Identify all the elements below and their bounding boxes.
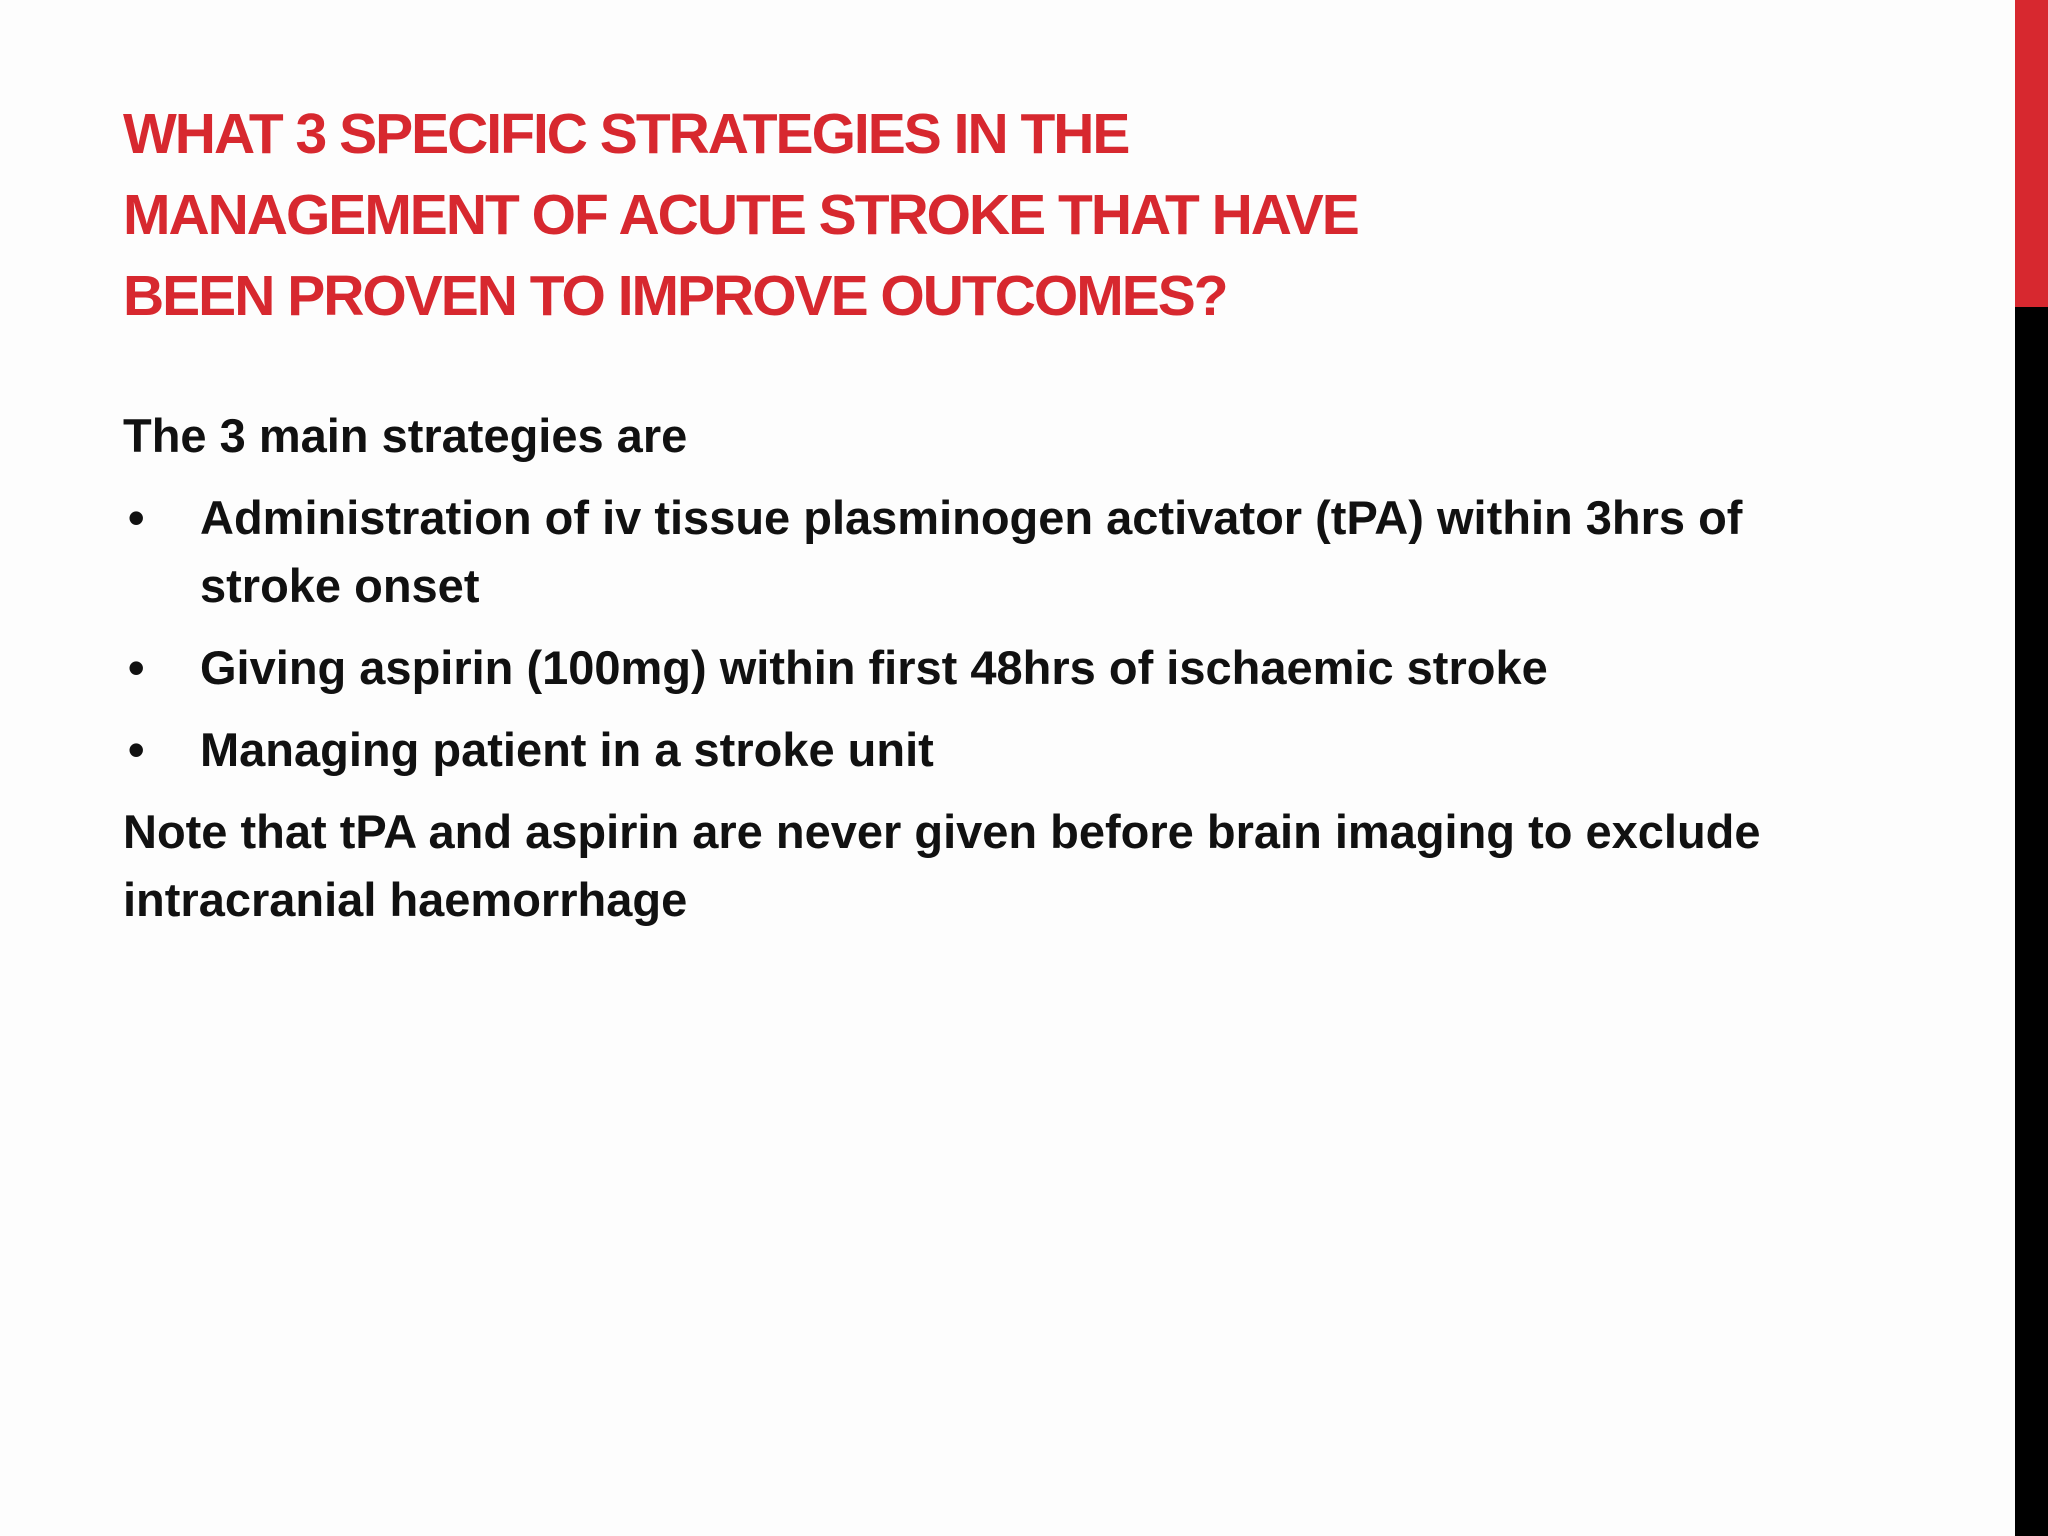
accent-bar xyxy=(2015,0,2048,1536)
title-line: BEEN PROVEN TO IMPROVE OUTCOMES? xyxy=(123,264,1227,328)
intro-text: The 3 main strategies are xyxy=(123,409,688,462)
strategy-list xyxy=(123,484,1823,784)
list-item xyxy=(123,716,1823,784)
list-item-text: Managing patient in a stroke unit xyxy=(200,723,934,776)
title-line: WHAT 3 SPECIFIC STRATEGIES IN THE xyxy=(123,102,1129,166)
bullet-icon: • xyxy=(128,641,145,694)
slide-title xyxy=(123,94,1443,337)
title-line: MANAGEMENT OF ACUTE STROKE THAT HAVE xyxy=(123,183,1358,247)
bullet-icon: • xyxy=(128,723,145,776)
list-item xyxy=(123,634,1823,702)
note-text: Note that tPA and aspirin are never given before brain imaging to exclude intracranial haemorrhage xyxy=(123,805,1761,926)
list-item xyxy=(123,484,1823,620)
list-item-text: Administration of iv tissue plasminogen activator (tPA) within 3hrs of stroke onset xyxy=(200,491,1743,612)
bullet-icon: • xyxy=(128,491,145,544)
slide-body xyxy=(123,402,1823,934)
list-item-text: Giving aspirin (100mg) within first 48hrs of ischaemic stroke xyxy=(200,641,1548,694)
accent-bar-red-segment xyxy=(2015,0,2048,307)
